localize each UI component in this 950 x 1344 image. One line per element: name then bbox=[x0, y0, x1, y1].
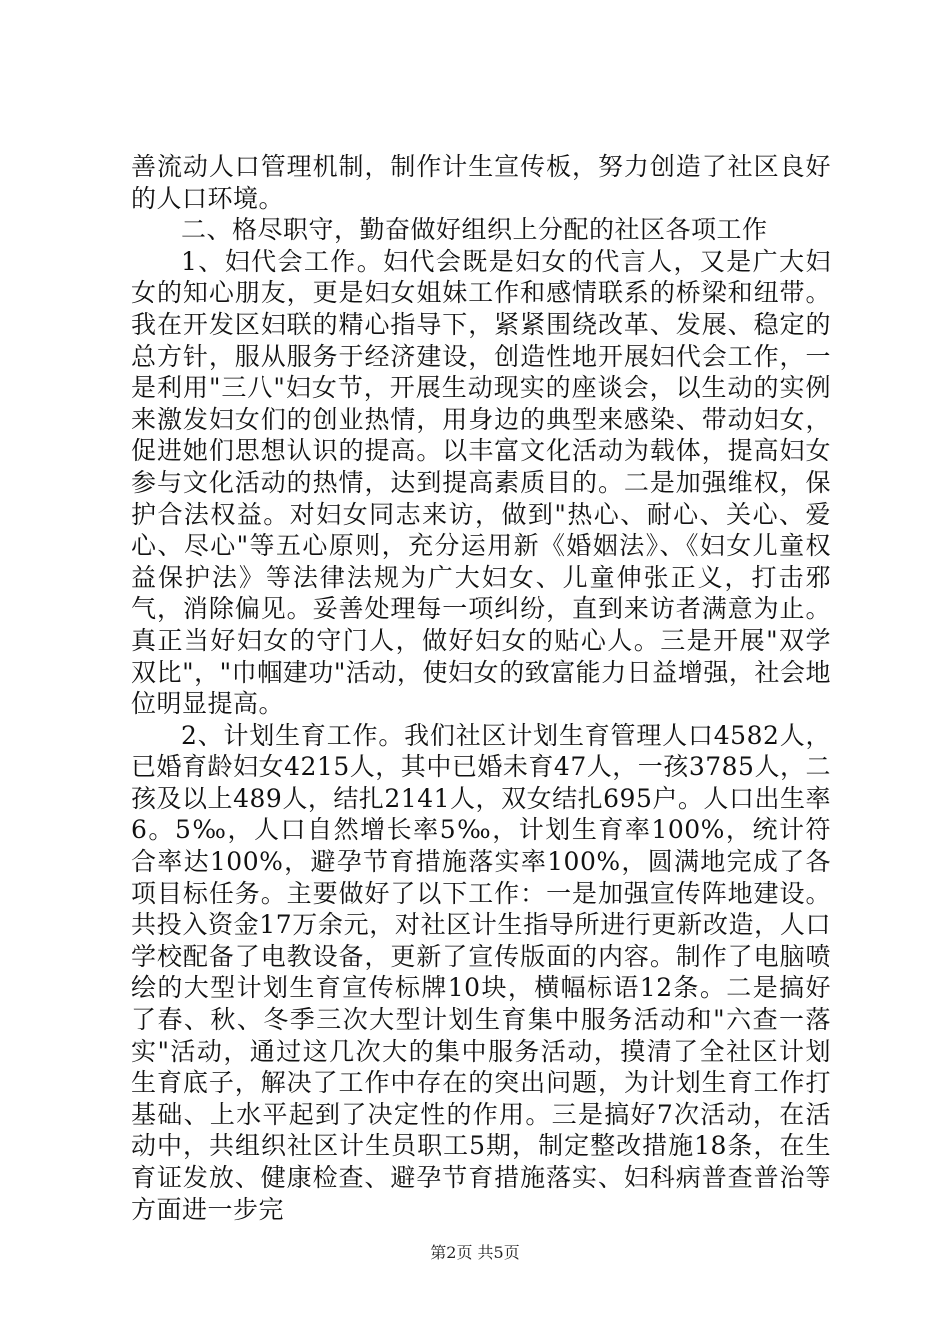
document-body bbox=[131, 151, 831, 1225]
paragraph-continuation: 善流动人口管理机制，制作计生宣传板，努力创造了社区良好的人口环境。 bbox=[131, 152, 831, 213]
page-footer: 第2页 共5页 bbox=[430, 1243, 520, 1262]
section-heading: 二、格尽职守，勤奋做好组织上分配的社区各项工作 bbox=[181, 215, 768, 245]
paragraph-family-planning: 2、计划生育工作。我们社区计划生育管理人口4582人，已婚育龄妇女4215人，其中已婚未育47人，一孩3785人，二孩及以上489人，结扎2141人，双女结扎695户。人口出生率6。5‰，人口自然增长率5‰，计划生育率100%，统计符合率达100%，避孕节育措施落实率100%，圆满地完成了各项目标任务。主要做好了以下工作：一是加强宣传阵地建设。共投入资金17万余元，对社区计生指导所进行更新改造，人口学校配备了电教设备，更新了宣传版面的内容。制作了电脑喷绘的大型计划生育宣传标牌10块，横幅标语12条。二是搞好了春、秋、冬季三次大型计划生育集中服务活动和"六查一落实"活动，通过这几次大的集中服务活动，摸清了全社区计划生育底子，解决了工作中存在的突出问题，为计划生育工作打基础、上水平起到了决定性的作用。三是搞好7次活动，在活动中，共组织社区计生员职工5期，制定整改措施18条，在生育证发放、健康检查、避孕节育措施落实、妇科病普查普治等方面进一步完 bbox=[131, 720, 831, 1224]
paragraph-womens-work: 1、妇代会工作。妇代会既是妇女的代言人，又是广大妇女的知心朋友，更是妇女姐妹工作和感情联系的桥梁和纽带。我在开发区妇联的精心指导下，紧紧围绕改革、发展、稳定的总方针，服从服务于经济建设，创造性地开展妇代会工作，一是利用"三八"妇女节，开展生动现实的座谈会，以生动的实例来激发妇女们的创业热情，用身边的典型来感染、带动妇女，促进她们思想认识的提高。以丰富文化活动为载体，提高妇女参与文化活动的热情，达到提高素质目的。二是加强维权，保护合法权益。对妇女同志来访，做到"热心、耐心、关心、爱心、尽心"等五心原则，充分运用新《婚姻法》、《妇女儿童权益保护法》等法律法规为广大妇女、儿童伸张正义，打击邪气，消除偏见。妥善处理每一项纠纷，直到来访者满意为止。真正当好妇女的守门人，做好妇女的贴心人。三是开展"双学双比"，"巾帼建功"活动，使妇女的致富能力日益增强，社会地位明显提高。 bbox=[131, 246, 831, 719]
